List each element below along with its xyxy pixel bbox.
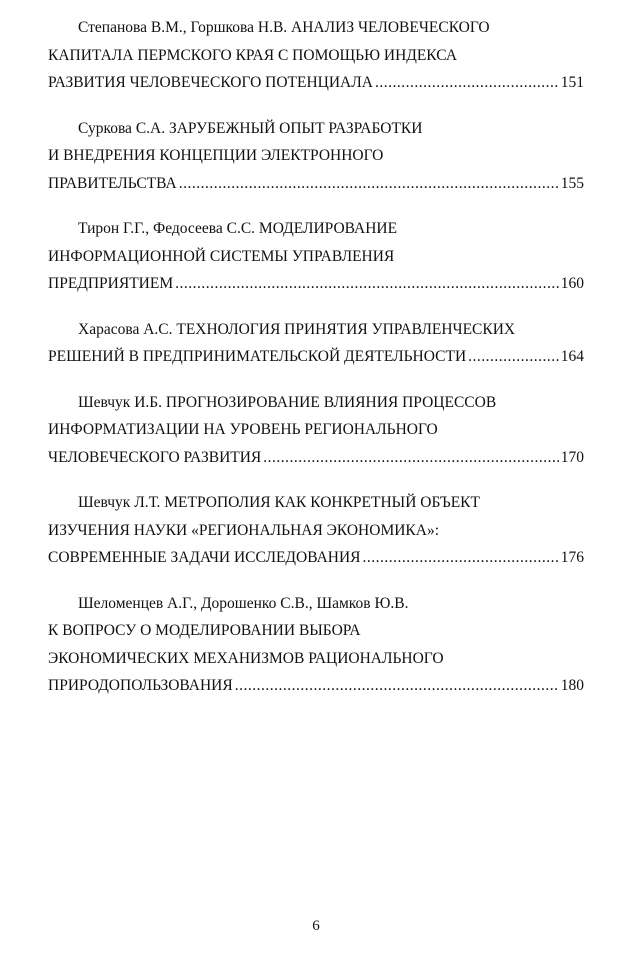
toc-page-number: 170 (560, 448, 584, 466)
dot-leader (468, 343, 559, 371)
toc-entry-line: КАПИТАЛА ПЕРМСКОГО КРАЯ С ПОМОЩЬЮ ИНДЕКСА (48, 46, 458, 64)
toc-page-number: 151 (560, 74, 584, 91)
toc-page-number: 176 (560, 549, 584, 566)
dot-leader (362, 544, 558, 572)
dot-leader (375, 69, 559, 97)
toc-entry-line: Суркова С.А. ЗАРУБЕЖНЫЙ ОПЫТ РАЗРАБОТКИ (78, 119, 423, 137)
toc-entry-line: Степанова В.М., Горшкова Н.В. АНАЛИЗ ЧЕЛОВЕЧЕСКОГО (78, 19, 490, 36)
toc-page-number: 155 (560, 174, 584, 192)
toc-entry-line: ПРАВИТЕЛЬСТВА (48, 174, 177, 192)
toc-entry-line: ИНФОРМАЦИОННОЙ СИСТЕМЫ УПРАВЛЕНИЯ (48, 247, 395, 265)
dot-leader (179, 170, 559, 198)
toc-entry (48, 590, 584, 700)
toc-entry-line: Шевчук Л.Т. МЕТРОПОЛИЯ КАК КОНКРЕТНЫЙ ОБЪЕКТ (78, 494, 480, 511)
toc-entry (48, 215, 584, 298)
toc-entry-line: ПРЕДПРИЯТИЕМ (48, 275, 174, 292)
toc-entry-last-line (48, 672, 584, 700)
toc-entry-last-line (48, 270, 584, 298)
toc-entry-last-line (48, 343, 584, 371)
toc-page-number: 160 (560, 275, 584, 292)
table-of-contents (48, 14, 584, 718)
toc-entry (48, 389, 584, 472)
toc-entry-line: РЕШЕНИЙ В ПРЕДПРИНИМАТЕЛЬСКОЙ ДЕЯТЕЛЬНОСТИ (48, 348, 467, 365)
toc-entry-last-line (48, 544, 584, 572)
dot-leader (263, 444, 558, 472)
dot-leader (235, 672, 559, 700)
toc-entry-line: Тирон Г.Г., Федосеева С.С. МОДЕЛИРОВАНИЕ (78, 220, 398, 237)
toc-entry-line: ЭКОНОМИЧЕСКИХ МЕХАНИЗМОВ РАЦИОНАЛЬНОГО (48, 649, 444, 667)
toc-entry-line: РАЗВИТИЯ ЧЕЛОВЕЧЕСКОГО ПОТЕНЦИАЛА (48, 74, 373, 91)
page-number: 6 (312, 918, 320, 934)
toc-page-number: 180 (560, 677, 584, 694)
toc-entry-last-line (48, 444, 584, 472)
toc-entry (48, 489, 584, 572)
toc-entry-last-line (48, 69, 584, 97)
toc-entry-line: Шевчук И.Б. ПРОГНОЗИРОВАНИЕ ВЛИЯНИЯ ПРОЦЕССОВ (78, 393, 497, 411)
toc-entry-last-line (48, 170, 584, 198)
toc-entry-line: Харасова А.С. ТЕХНОЛОГИЯ ПРИНЯТИЯ УПРАВЛЕНЧЕСКИХ (78, 320, 516, 338)
dot-leader (175, 270, 559, 298)
toc-entry (48, 316, 584, 371)
toc-entry-line: ИНФОРМАТИЗАЦИИ НА УРОВЕНЬ РЕГИОНАЛЬНОГО (48, 421, 438, 438)
toc-entry-line: ИЗУЧЕНИЯ НАУКИ «РЕГИОНАЛЬНАЯ ЭКОНОМИКА»: (48, 521, 440, 539)
toc-entry-line: И ВНЕДРЕНИЯ КОНЦЕПЦИИ ЭЛЕКТРОННОГО (48, 147, 384, 164)
toc-entry-line: ЧЕЛОВЕЧЕСКОГО РАЗВИТИЯ (48, 448, 262, 466)
toc-entry-line: Шеломенцев А.Г., Дорошенко С.В., Шамков Ю.В. (78, 594, 409, 612)
toc-entry-line: СОВРЕМЕННЫЕ ЗАДАЧИ ИССЛЕДОВАНИЯ (48, 549, 361, 566)
toc-page-number: 164 (560, 348, 584, 365)
toc-entry-line: К ВОПРОСУ О МОДЕЛИРОВАНИИ ВЫБОРА (48, 622, 361, 639)
toc-entry (48, 14, 584, 97)
toc-entry-line: ПРИРОДОПОЛЬЗОВАНИЯ (48, 677, 233, 694)
toc-entry (48, 115, 584, 198)
